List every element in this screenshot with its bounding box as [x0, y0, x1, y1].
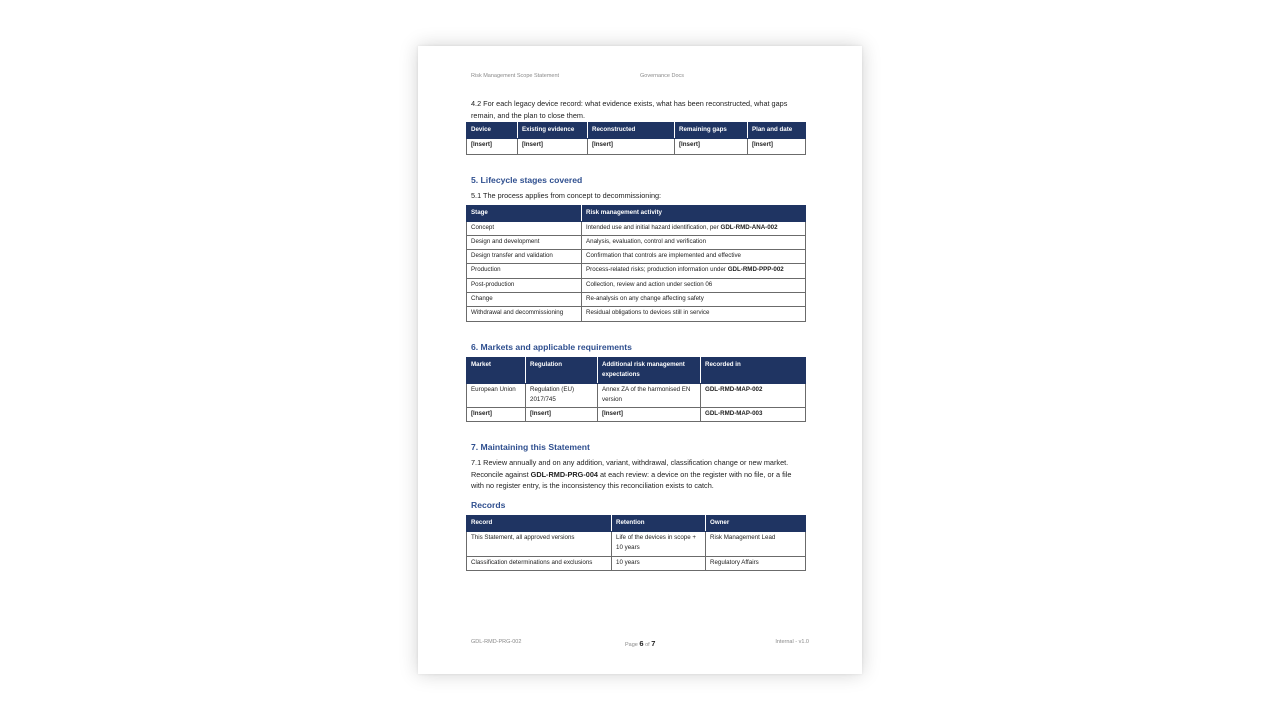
- table-cell: GDL-RMD-MAP-003: [701, 408, 806, 422]
- table-cell: Withdrawal and decommissioning: [467, 307, 582, 321]
- table-cell: Confirmation that controls are implemented and effective: [582, 250, 806, 264]
- table-header-row: [467, 357, 806, 383]
- col-regulation: Regulation: [526, 357, 598, 383]
- header-category: Governance Docs: [640, 73, 685, 79]
- table-row: [467, 221, 806, 235]
- footer-page-number: Page 6 of 7: [625, 639, 656, 648]
- table-row: [467, 264, 806, 278]
- col-owner: Owner: [706, 515, 806, 531]
- col-remaining-gaps: Remaining gaps: [675, 123, 748, 139]
- table-cell: This Statement, all approved versions: [467, 531, 612, 556]
- section4-intro: 4.2 For each legacy device record: what evidence exists, what has been reconstructed, what gaps remain, and the plan to close them.: [471, 99, 788, 120]
- table-cell: [Insert]: [748, 139, 806, 155]
- table-cell: Residual obligations to devices still in service: [582, 307, 806, 321]
- table-cell: Design transfer and validation: [467, 250, 582, 264]
- section7-paragraph: 7.1 Review annually and on any addition, variant, withdrawal, classification change or new market. Reconcile against GDL-RMD-PRG-004 at each review: a device on the register with no file, or a file with no register entry, is the inconsistency this reconciliation exists to catch.: [471, 458, 792, 491]
- col-stage: Stage: [467, 205, 582, 221]
- header-title: Risk Management Scope Statement: [471, 73, 560, 79]
- table-cell: Process-related risks; production information under GDL-RMD-PPP-002: [582, 264, 806, 278]
- table-cell: Concept: [467, 221, 582, 235]
- table-cell: Analysis, evaluation, control and verification: [582, 235, 806, 249]
- table-header-row: [467, 515, 806, 531]
- table-row: [467, 292, 806, 306]
- table-cell: [Insert]: [588, 139, 675, 155]
- records-heading: Records: [471, 499, 506, 510]
- table-cell: European Union: [467, 383, 526, 408]
- table-row: [467, 383, 806, 408]
- table-cell: GDL-RMD-MAP-002: [701, 383, 806, 408]
- table-cell: Intended use and initial hazard identification, per GDL-RMD-ANA-002: [582, 221, 806, 235]
- records-table: [466, 515, 806, 571]
- lifecycle-table: [466, 205, 806, 322]
- footer-doc-id: GDL-RMD-PRG-002: [471, 639, 522, 645]
- table-cell: Life of the devices in scope + 10 years: [612, 531, 706, 556]
- table-cell: Annex ZA of the harmonised EN version: [598, 383, 701, 408]
- table-cell: Production: [467, 264, 582, 278]
- col-existing-evidence: Existing evidence: [518, 123, 588, 139]
- table-row: [467, 307, 806, 321]
- markets-table: [466, 357, 806, 423]
- table-cell: Regulatory Affairs: [706, 556, 806, 570]
- table-cell: Classification determinations and exclusions: [467, 556, 612, 570]
- col-reconstructed: Reconstructed: [588, 123, 675, 139]
- table-header-row: [467, 123, 806, 139]
- document-page: [418, 46, 862, 674]
- table-cell: [Insert]: [675, 139, 748, 155]
- table-row: [467, 531, 806, 556]
- table-cell: Re-analysis on any change affecting safety: [582, 292, 806, 306]
- section5-heading: 5. Lifecycle stages covered: [471, 175, 583, 185]
- col-retention: Retention: [612, 515, 706, 531]
- col-market: Market: [467, 357, 526, 383]
- table-cell: Post-production: [467, 278, 582, 292]
- page-content: [466, 96, 806, 571]
- table-cell: Regulation (EU) 2017/745: [526, 383, 598, 408]
- col-expectations: Additional risk management expectations: [598, 357, 701, 383]
- table-cell: Change: [467, 292, 582, 306]
- table-cell: [Insert]: [598, 408, 701, 422]
- table-header-row: [467, 205, 806, 221]
- legacy-device-table: [466, 122, 806, 155]
- section6-heading: 6. Markets and applicable requirements: [471, 341, 632, 352]
- table-row: [467, 278, 806, 292]
- table-cell: Collection, review and action under section 06: [582, 278, 806, 292]
- table-cell: [Insert]: [467, 139, 518, 155]
- table-row: [467, 556, 806, 570]
- section7-heading: 7. Maintaining this Statement: [471, 442, 590, 453]
- footer-classification: Internal - v1.0: [775, 639, 809, 645]
- col-recorded-in: Recorded in: [701, 357, 806, 383]
- col-device: Device: [467, 123, 518, 139]
- section5-intro: 5.1 The process applies from concept to decommissioning:: [471, 191, 662, 200]
- table-cell: [Insert]: [467, 408, 526, 422]
- col-activity: Risk management activity: [582, 205, 806, 221]
- table-cell: 10 years: [612, 556, 706, 570]
- col-plan-date: Plan and date: [748, 123, 806, 139]
- table-cell: [Insert]: [526, 408, 598, 422]
- table-row: [467, 408, 806, 422]
- table-row: [467, 250, 806, 264]
- col-record: Record: [467, 515, 612, 531]
- table-row: [467, 139, 806, 155]
- table-row: [467, 235, 806, 249]
- table-cell: [Insert]: [518, 139, 588, 155]
- table-cell: Risk Management Lead: [706, 531, 806, 556]
- table-cell: Design and development: [467, 235, 582, 249]
